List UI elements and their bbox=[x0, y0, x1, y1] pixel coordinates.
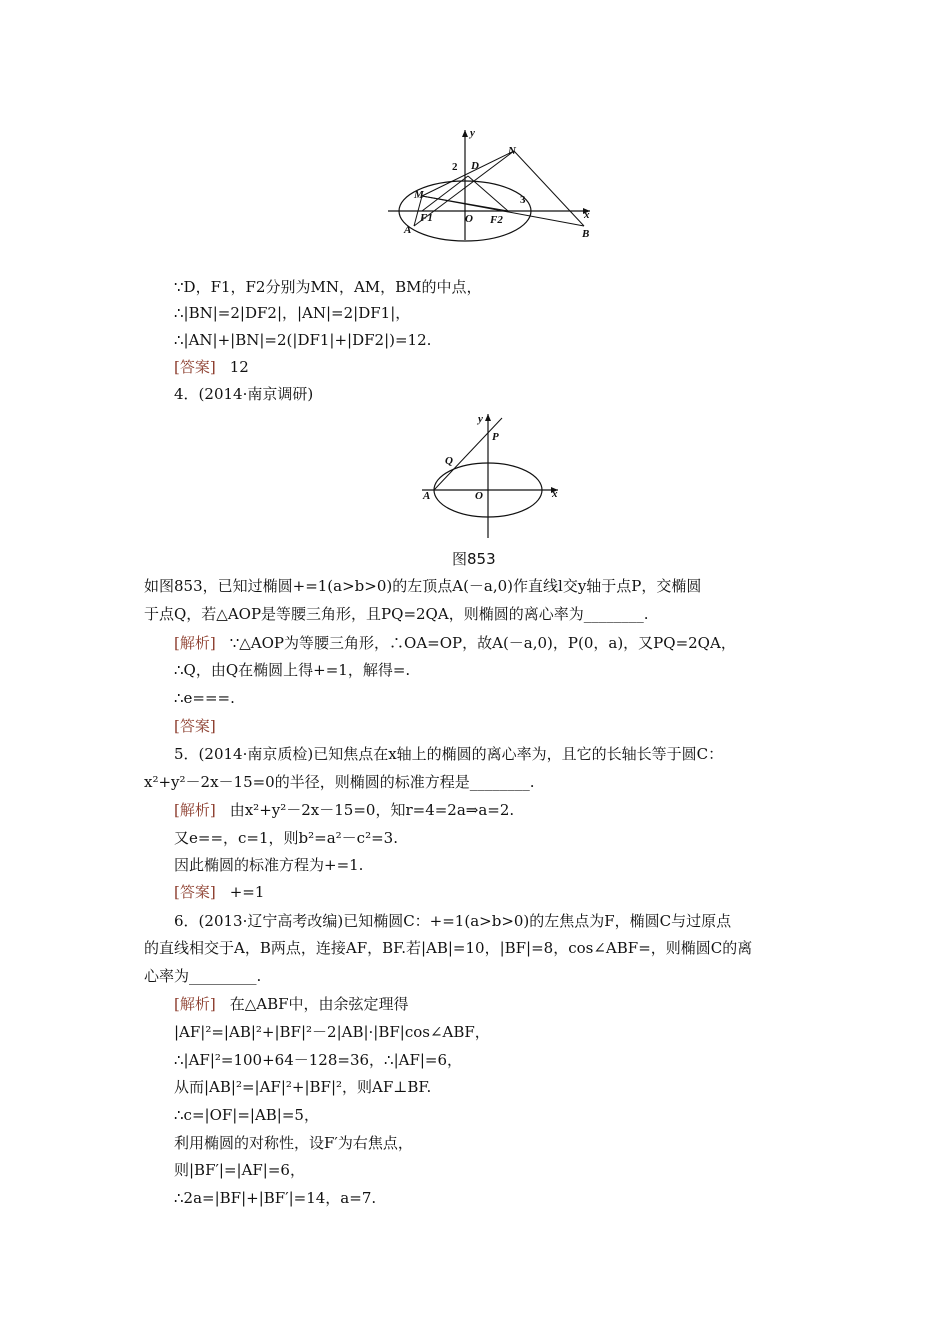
fig2-label-P: P bbox=[492, 431, 499, 443]
answer-line bbox=[174, 716, 230, 736]
answer-line bbox=[174, 882, 264, 902]
text-line: ∵D，F1，F2分别为MN，AM，BM的中点， bbox=[174, 278, 482, 296]
solution-text: 由x²+y²－2x－15=0，知r=4=2a⇒a=2. bbox=[229, 801, 515, 819]
answer-line bbox=[174, 357, 249, 377]
solution-text: ∵△AOP为等腰三角形，∴OA=OP，故A(－a,0)，P(0，a)，又PQ=2QA， bbox=[229, 634, 736, 652]
solution-tag: [解析] bbox=[174, 801, 216, 819]
fig2-label-A: A bbox=[423, 490, 431, 502]
text-line: 如图853，已知过椭圆+=1(a>b>0)的左顶点A(－a,0)作直线l交y轴于点P，交椭圆 bbox=[144, 577, 702, 595]
text-line: 的直线相交于A，B两点，连接AF，BF.若|AB|=10，|BF|=8，cos∠ABF=，则椭圆C的离 bbox=[144, 939, 753, 957]
question-heading: 4．(2014·南京调研) bbox=[174, 385, 314, 403]
solution-tag: [解析] bbox=[174, 634, 216, 652]
solution-line: 从而|AB|²=|AF|²+|BF|²，则AF⊥BF. bbox=[174, 1078, 432, 1096]
fig1-label-A: A bbox=[404, 224, 412, 236]
solution-line: ∴c=|OF|=|AB|=5， bbox=[174, 1106, 319, 1124]
fig1-label-B: B bbox=[582, 228, 590, 240]
solution-line bbox=[174, 800, 514, 820]
text-line: ∴|AN|+|BN|=2(|DF1|+|DF2|)=12. bbox=[174, 331, 432, 349]
fig2-label-x: x bbox=[552, 488, 558, 500]
fig1-label-O: O bbox=[465, 213, 473, 225]
fig1-label-y: y bbox=[470, 127, 475, 139]
fig1-label-M: M bbox=[414, 189, 424, 201]
figure-853 bbox=[418, 408, 568, 542]
answer-value: +=1 bbox=[229, 883, 265, 901]
answer-tag: [答案] bbox=[174, 358, 216, 376]
answer-value: 12 bbox=[229, 358, 249, 376]
text-line: 5．(2014·南京质检)已知焦点在x轴上的椭圆的离心率为，且它的长轴长等于圆C： bbox=[174, 745, 724, 763]
solution-line: |AF|²=|AB|²+|BF|²－2|AB|·|BF|cos∠ABF， bbox=[174, 1023, 490, 1041]
fig1-label-x: x bbox=[584, 209, 590, 221]
fig1-label-F2: F2 bbox=[490, 214, 503, 226]
fig2-label-O: O bbox=[475, 490, 483, 502]
solution-line: 则|BF′|=|AF|=6， bbox=[174, 1161, 305, 1179]
solution-line bbox=[174, 994, 409, 1014]
text-line: 于点Q，若△AOP是等腰三角形，且PQ=2QA，则椭圆的离心率为________. bbox=[144, 605, 649, 623]
fig1-label-3: 3 bbox=[520, 194, 526, 206]
text-line: ∴|BN|=2|DF2|，|AN|=2|DF1|， bbox=[174, 304, 411, 322]
solution-line: 又e==，c=1，则b²=a²－c²=3. bbox=[174, 829, 398, 847]
fig1-label-F1: F1 bbox=[420, 212, 433, 224]
text-line: 6．(2013·辽宁高考改编)已知椭圆C：+=1(a>b>0)的左焦点为F，椭圆C与过原点 bbox=[174, 912, 732, 930]
text-line: 心率为_________. bbox=[144, 967, 262, 985]
solution-line: ∴Q，由Q在椭圆上得+=1，解得=. bbox=[174, 661, 411, 679]
solution-text: 在△ABF中，由余弦定理得 bbox=[229, 995, 409, 1013]
solution-line: 利用椭圆的对称性，设F′为右焦点， bbox=[174, 1134, 413, 1152]
fig2-label-Q: Q bbox=[445, 455, 453, 467]
solution-line: ∴|AF|²=100+64－128=36，∴|AF|=6， bbox=[174, 1051, 463, 1069]
fig2-label-y: y bbox=[478, 413, 483, 425]
solution-line bbox=[174, 633, 736, 653]
figure-caption: 图853 bbox=[452, 550, 496, 568]
solution-line: 因此椭圆的标准方程为+=1. bbox=[174, 856, 364, 874]
answer-tag: [答案] bbox=[174, 717, 216, 735]
solution-line: ∴e===. bbox=[174, 689, 235, 707]
text-line: x²+y²－2x－15=0的半径，则椭圆的标准方程是________. bbox=[144, 773, 535, 791]
fig1-label-N: N bbox=[508, 145, 516, 157]
fig1-label-D: D bbox=[471, 160, 479, 172]
solution-line: ∴2a=|BF|+|BF′|=14，a=7. bbox=[174, 1189, 377, 1207]
fig1-label-2: 2 bbox=[452, 161, 458, 173]
figure-ellipse-triangle bbox=[384, 126, 604, 242]
answer-tag: [答案] bbox=[174, 883, 216, 901]
solution-tag: [解析] bbox=[174, 995, 216, 1013]
